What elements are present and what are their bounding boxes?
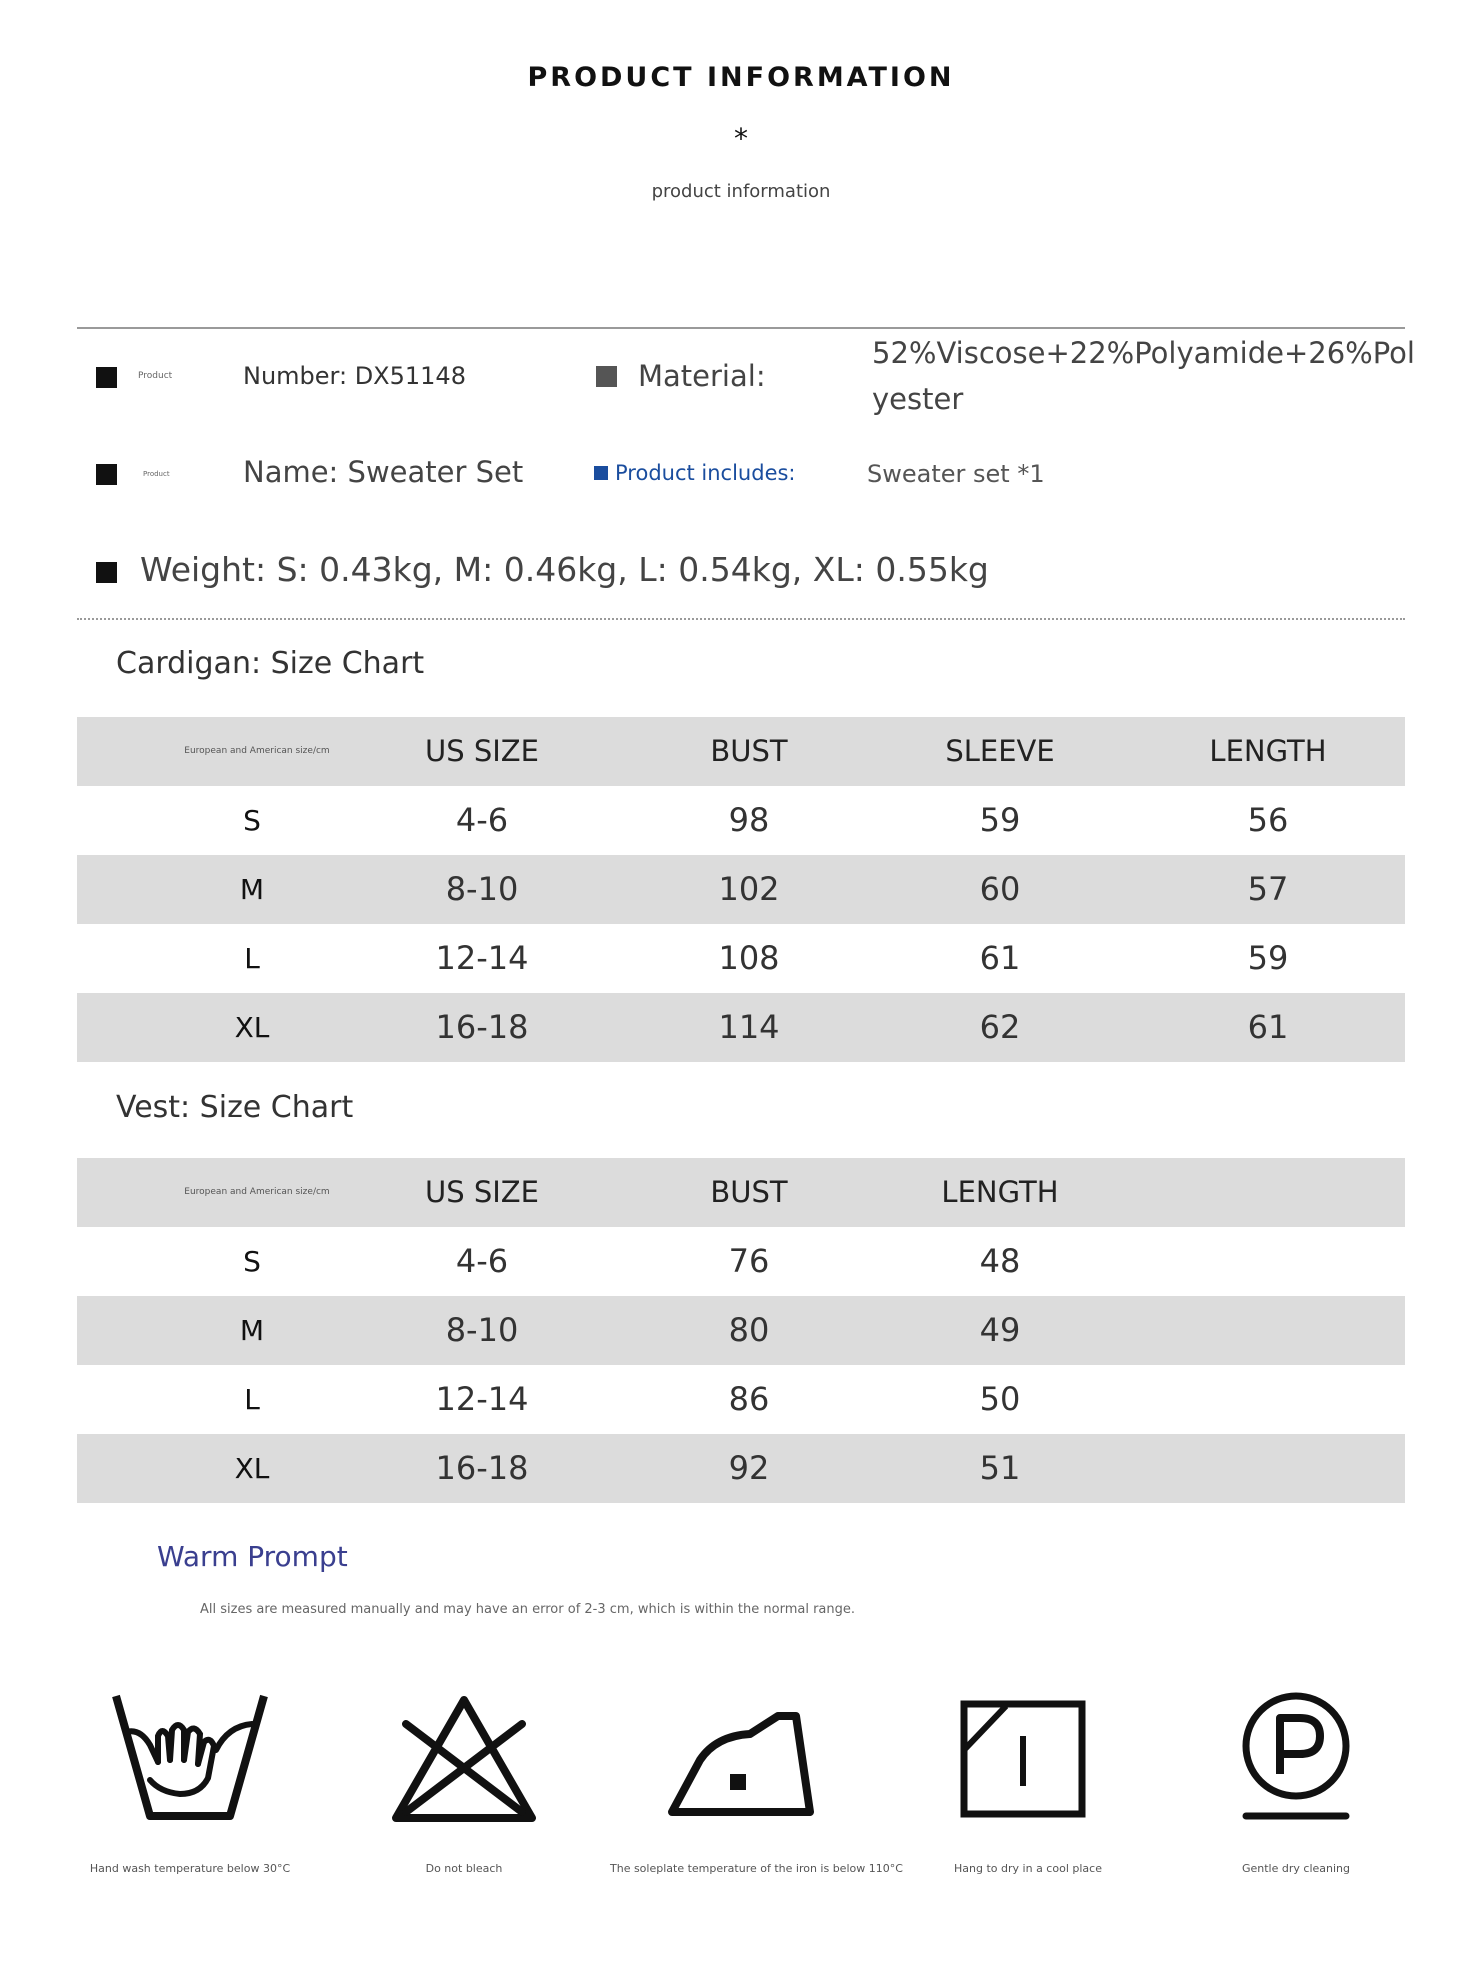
header-us-size: US SIZE <box>424 734 539 768</box>
dry-clean-label: Gentle dry cleaning <box>1241 1862 1350 1875</box>
cell-us-size: 8-10 <box>445 870 519 908</box>
cell-size: XL <box>234 1011 270 1044</box>
cell-sleeve: 61 <box>979 939 1021 977</box>
table-row <box>77 855 1405 924</box>
cell-sleeve: 60 <box>979 870 1021 908</box>
hang-dry-icon <box>944 1690 1104 1830</box>
cell-bust: 76 <box>728 1242 770 1280</box>
bullet-square <box>96 464 117 485</box>
cell-length: 56 <box>1247 801 1289 839</box>
vest-header-row <box>77 1158 1405 1227</box>
bullet-square <box>96 367 117 388</box>
number-tag: Product <box>138 371 173 381</box>
page-subtitle: product information <box>651 181 831 202</box>
hang-dry-label: Hang to dry in a cool place <box>954 1862 1102 1875</box>
cell-length: 61 <box>1247 1008 1289 1046</box>
hand-wash-icon <box>110 1690 270 1830</box>
cell-bust: 114 <box>718 1008 780 1046</box>
cell-sleeve: 62 <box>979 1008 1021 1046</box>
material-value-line1: 52%Viscose+22%Polyamide+26%Pol <box>872 336 1415 370</box>
cell-bust: 86 <box>728 1380 770 1418</box>
cell-size: M <box>239 873 265 906</box>
header-size-note: European and American size/cm <box>184 1187 330 1197</box>
table-row <box>77 786 1405 855</box>
bullet-square <box>594 466 608 480</box>
iron-icon <box>660 1690 820 1830</box>
cell-length: 48 <box>979 1242 1021 1280</box>
no-bleach-label: Do not bleach <box>425 1862 503 1875</box>
table-row <box>77 1434 1405 1503</box>
includes-value: Sweater set *1 <box>867 460 1045 488</box>
cell-us-size: 4-6 <box>455 1242 509 1280</box>
table-row <box>77 1296 1405 1365</box>
cardigan-header-row <box>77 717 1405 786</box>
material-label: Material: <box>638 359 766 393</box>
cell-bust: 92 <box>728 1449 770 1487</box>
header-bust: BUST <box>710 1175 788 1209</box>
cell-bust: 98 <box>728 801 770 839</box>
weight-info: Weight: S: 0.43kg, M: 0.46kg, L: 0.54kg, XL: 0.55kg <box>140 550 989 589</box>
product-number: Number: DX51148 <box>243 362 466 390</box>
cell-size: L <box>244 942 260 975</box>
title-star: * <box>734 122 748 155</box>
cell-us-size: 12-14 <box>435 939 529 977</box>
header-sleeve: SLEEVE <box>945 734 1055 768</box>
cell-size: L <box>244 1383 260 1416</box>
header-length: LENGTH <box>1209 734 1327 768</box>
hand-wash-label: Hand wash temperature below 30°C <box>89 1862 291 1875</box>
cell-sleeve: 59 <box>979 801 1021 839</box>
cell-us-size: 4-6 <box>455 801 509 839</box>
iron-label: The soleplate temperature of the iron is below 110°C <box>610 1862 903 1875</box>
cell-length: 59 <box>1247 939 1289 977</box>
no-bleach-icon <box>384 1690 544 1830</box>
header-length: LENGTH <box>941 1175 1059 1209</box>
cell-us-size: 8-10 <box>445 1311 519 1349</box>
cell-length: 49 <box>979 1311 1021 1349</box>
table-row <box>77 1227 1405 1296</box>
vest-chart-title: Vest: Size Chart <box>116 1090 354 1125</box>
dry-clean-icon <box>1216 1690 1376 1830</box>
cell-length: 51 <box>979 1449 1021 1487</box>
table-row <box>77 1365 1405 1434</box>
cell-size: XL <box>234 1452 270 1485</box>
cell-us-size: 16-18 <box>435 1008 529 1046</box>
warm-prompt-note: All sizes are measured manually and may have an error of 2-3 cm, which is within the normal range. <box>200 1602 856 1617</box>
cell-size: S <box>243 804 261 837</box>
product-name: Name: Sweater Set <box>243 455 524 489</box>
cell-us-size: 12-14 <box>435 1380 529 1418</box>
material-value-line2: yester <box>872 382 964 416</box>
header-size-note: European and American size/cm <box>184 746 330 756</box>
name-tag: Product <box>143 470 170 478</box>
bullet-square <box>596 366 617 387</box>
cell-size: M <box>239 1314 265 1347</box>
cell-us-size: 16-18 <box>435 1449 529 1487</box>
header-bust: BUST <box>710 734 788 768</box>
cell-bust: 102 <box>718 870 780 908</box>
cell-bust: 108 <box>718 939 780 977</box>
divider-top <box>77 327 1405 329</box>
table-row <box>77 993 1405 1062</box>
cell-length: 57 <box>1247 870 1289 908</box>
header-us-size: US SIZE <box>424 1175 539 1209</box>
bullet-square <box>96 562 117 583</box>
table-row <box>77 924 1405 993</box>
page-title: PRODUCT INFORMATION <box>527 62 955 93</box>
includes-label: Product includes: <box>615 461 796 485</box>
divider-dotted <box>77 618 1405 620</box>
cell-bust: 80 <box>728 1311 770 1349</box>
warm-prompt-title: Warm Prompt <box>157 1540 348 1573</box>
cardigan-chart-title: Cardigan: Size Chart <box>116 646 425 681</box>
material-value <box>872 330 1415 422</box>
cell-length: 50 <box>979 1380 1021 1418</box>
cell-size: S <box>243 1245 261 1278</box>
